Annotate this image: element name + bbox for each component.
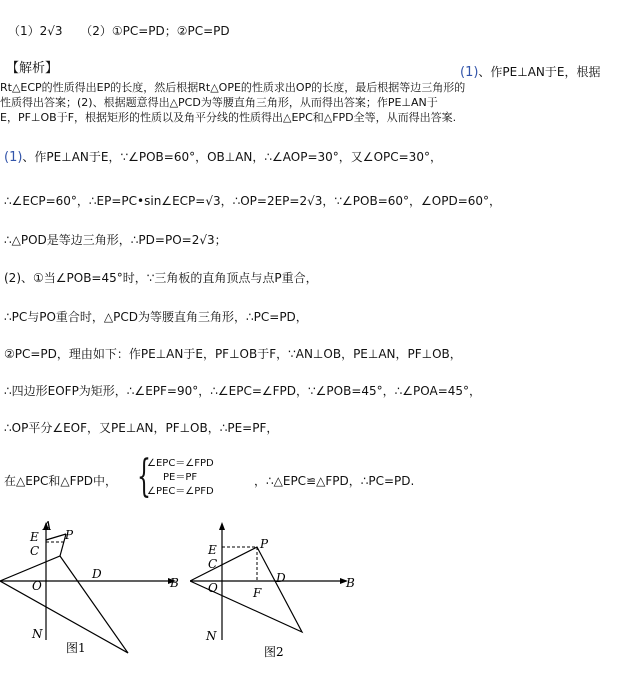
solution-line2: ∴∠ECP=60°，∴EP=PC•sin∠ECP=√3，∴OP=2EP=2√3，∵∠POB=60°，∠OPD=60°， — [4, 194, 502, 208]
fig1-label-o: O — [32, 579, 42, 593]
solution-line9-pre: 在△EPC和△FPD中， — [4, 474, 118, 488]
analysis-line2: Rt△ECP的性质得出EP的长度，然后根据Rt△OPE的性质求出OP的长度，最后根据等边三角形的 — [0, 81, 466, 94]
fig2-label-e: E — [208, 543, 217, 557]
fig2-label-n: N — [206, 629, 217, 643]
fig1-caption: 图1 — [66, 641, 86, 655]
fig2-label-b: B — [346, 576, 355, 590]
fig2-label-o: O — [208, 581, 218, 595]
brace-row-3: ∠PEC＝∠PFD — [147, 486, 214, 497]
solution-line6: ②PC=PD，理由如下：作PE⊥AN于E，PF⊥OB于F，∵AN⊥OB，PE⊥AN，PF⊥OB， — [4, 347, 462, 361]
brace-row-1: ∠EPC＝∠FPD — [147, 458, 214, 469]
solution-line8: ∴OP平分∠EOF，又PE⊥AN，PF⊥OB，∴PE=PF， — [4, 421, 279, 435]
fig1-label-e: E — [30, 530, 39, 544]
fig2-label-p: P — [260, 537, 269, 551]
analysis-tag: (1) — [460, 65, 479, 80]
congruence-brace: { ∠EPC＝∠FPD PE＝PF ∠PEC＝∠PFD — [137, 451, 214, 502]
solution-tag: (1) — [4, 150, 23, 165]
solution-line5: ∴PC与PO重合时，△PCD为等腰直角三角形，∴PC=PD， — [4, 310, 308, 324]
analysis-line1: 、作PE⊥AN于E，根据 — [478, 65, 601, 79]
fig1-label-b: B — [170, 576, 179, 590]
solution-line9-post: ，∴△EPC≌△FPD，∴PC=PD. — [254, 474, 415, 488]
fig1-label-c: C — [30, 544, 40, 558]
fig1-label-d: D — [92, 567, 102, 581]
analysis-header: 【解析】 — [6, 61, 59, 76]
analysis-line4: E，PF⊥OB于F，根据矩形的性质以及角平分线的性质得出△EPC和△FPD全等，从而得出答案. — [0, 111, 457, 124]
fig1-label-n: N — [32, 627, 43, 641]
answer-part1: （1）2√3 — [8, 24, 63, 38]
solution-line3: ∴△POD是等边三角形，∴PD=PO=2√3； — [4, 233, 227, 247]
fig2-label-c: C — [208, 557, 218, 571]
answer-part2: （2）①PC=PD；②PC=PD — [80, 24, 230, 38]
fig2-label-d: D — [276, 571, 286, 585]
analysis-line3: 性质得出答案；(2)、根据题意得出△PCD为等腰直角三角形，从而得出答案；作PE⊥AN于 — [0, 96, 438, 109]
fig2-label-f: F — [253, 586, 262, 600]
figure-1 — [0, 520, 200, 680]
solution-line4: (2)、①当∠POB=45°时，∵三角板的直角顶点与点P重合， — [4, 271, 318, 285]
solution-line1: 、作PE⊥AN于E，∵∠POB=60°，OB⊥AN，∴∠AOP=30°，又∠OPC=30°， — [22, 150, 442, 164]
fig1-label-p: P — [65, 528, 74, 542]
figure-2 — [190, 520, 370, 680]
fig1-label-a: A — [43, 520, 52, 533]
brace-row-2: PE＝PF — [163, 472, 198, 483]
fig2-caption: 图2 — [264, 645, 284, 659]
solution-line7: ∴四边形EOFP为矩形，∴∠EPF=90°，∴∠EPC=∠FPD，∵∠POB=45°，∴∠POA=45°， — [4, 384, 482, 398]
